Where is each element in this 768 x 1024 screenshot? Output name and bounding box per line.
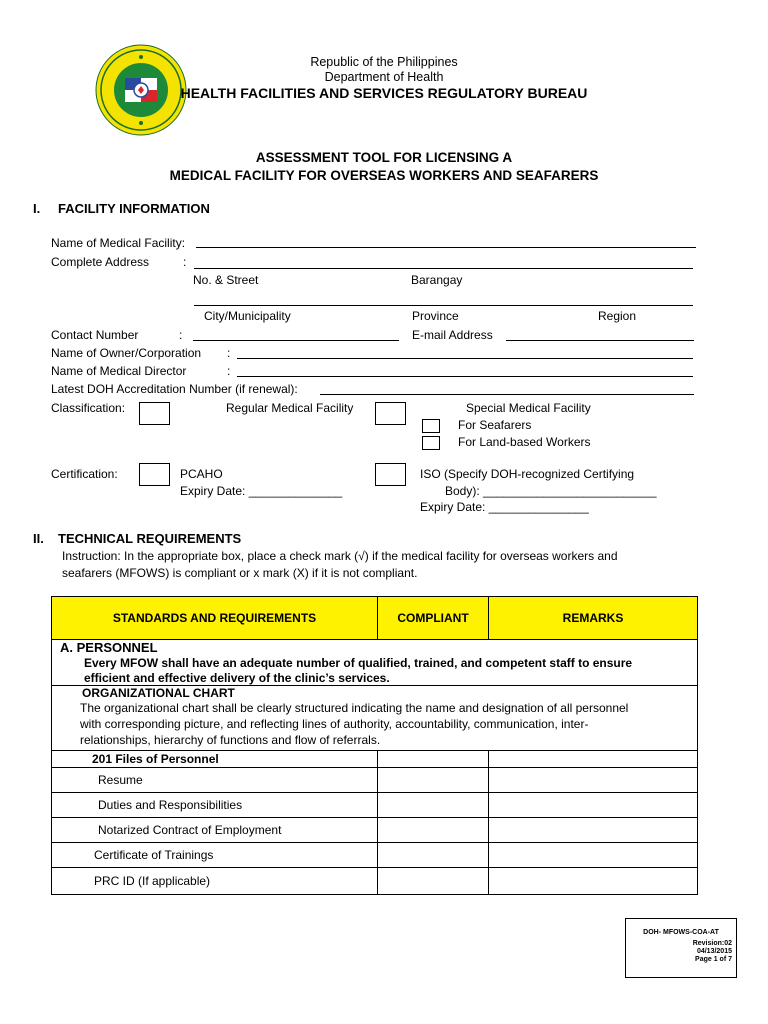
checkbox-regular[interactable] [139,402,170,425]
label-pcaho-expiry: Expiry Date: ______________ [180,484,343,498]
field-address-city[interactable] [194,305,693,306]
colon: : [227,346,231,360]
personnel-title: A. PERSONNEL [60,640,158,655]
remarks-cell[interactable] [489,751,698,768]
field-address-street[interactable] [194,268,693,269]
field-name-facility[interactable] [196,247,696,248]
label-iso-body: Body): __________________________ [445,484,657,498]
label-seafarers: For Seafarers [458,418,532,432]
document-code-box [625,918,737,978]
label-classification: Classification: [51,401,126,415]
doc-code: DOH- MFOWS-COA-AT [643,929,719,936]
label-street: No. & Street [193,273,259,287]
personnel-text1: Every MFOW shall have an adequate number of qualified, trained, and competent staff to ensure [84,656,633,670]
personnel-row [52,640,698,686]
org-chart-text1: The organizational chart shall be clearly structured indicating the name and designation of all personnel [80,701,629,715]
colon: : [183,255,187,269]
title-line2: MEDICAL FACILITY FOR OVERSEAS WORKERS AND SEAFARERS [169,168,599,183]
label-name-facility: Name of Medical Facility: [51,236,186,250]
col-header-compliant: COMPLIANT [378,597,489,640]
title-line1: ASSESSMENT TOOL FOR LICENSING A [255,150,513,165]
compliant-cell[interactable] [378,868,489,895]
item-contract: Notarized Contract of Employment [52,818,378,843]
instruction-line1: Instruction: In the appropriate box, place a check mark (√) if the medical facility for overseas workers and [62,549,618,563]
field-owner[interactable] [237,358,693,359]
item-prc-id: PRC ID (If applicable) [52,868,378,895]
doc-page: Page 1 of 7 [695,956,732,963]
col-header-standards: STANDARDS AND REQUIREMENTS [52,597,378,640]
item-resume: Resume [52,768,378,793]
label-regular: Regular Medical Facility [226,401,354,415]
field-email[interactable] [506,340,694,341]
label-special: Special Medical Facility [466,401,591,415]
label-email: E-mail Address [412,328,493,342]
label-complete-address: Complete Address [51,255,150,269]
org-chart-text3: relationships, hierarchy of functions and flow of referrals. [80,733,381,747]
field-contact[interactable] [193,340,399,341]
label-pcaho: PCAHO [180,467,223,481]
compliant-cell[interactable] [378,818,489,843]
label-iso-expiry: Expiry Date: _______________ [420,500,589,514]
label-director: Name of Medical Director [51,364,187,378]
remarks-cell[interactable] [489,868,698,895]
files-title: 201 Files of Personnel [52,751,378,768]
doc-date: 04/13/2015 [696,948,732,955]
colon: : [227,364,231,378]
org-chart-row [52,686,698,751]
label-iso: ISO (Specify DOH-recognized Certifying [420,467,635,481]
section1-heading: FACILITY INFORMATION [58,201,210,216]
checkbox-seafarers[interactable] [422,419,440,433]
label-province: Province [412,309,459,323]
field-director[interactable] [237,376,693,377]
remarks-cell[interactable] [489,843,698,868]
doc-revision: Revision:02 [692,940,732,947]
org-chart-text2: with corresponding picture, and reflecting lines of authority, accountability, communication, inter- [80,717,589,731]
label-landbased: For Land-based Workers [458,435,591,449]
label-region: Region [598,309,637,323]
label-barangay: Barangay [411,273,463,287]
requirements-table [51,596,698,895]
compliant-cell[interactable] [378,793,489,818]
section2-heading: TECHNICAL REQUIREMENTS [58,531,242,546]
header-line2: Department of Health [324,70,444,84]
remarks-cell[interactable] [489,768,698,793]
org-chart-title: ORGANIZATIONAL CHART [82,686,235,700]
section1-num: I. [33,201,41,216]
section2-num: II. [33,531,44,546]
header-line1: Republic of the Philippines [310,55,458,69]
compliant-cell[interactable] [378,843,489,868]
instruction-line2: seafarers (MFOWS) is compliant or x mark (X) if it is not compliant. [62,566,418,580]
label-accreditation: Latest DOH Accreditation Number (if renewal): [51,382,298,396]
remarks-cell[interactable] [489,793,698,818]
header-bureau: HEALTH FACILITIES AND SERVICES REGULATORY BUREAU [180,85,588,101]
label-owner: Name of Owner/Corporation [51,346,202,360]
label-contact: Contact Number [51,328,139,342]
checkbox-iso[interactable] [375,463,406,486]
col-header-remarks: REMARKS [489,597,698,640]
compliant-cell[interactable] [378,751,489,768]
checkbox-special[interactable] [375,402,406,425]
checkbox-pcaho[interactable] [139,463,170,486]
remarks-cell[interactable] [489,818,698,843]
checkbox-landbased[interactable] [422,436,440,450]
field-accreditation[interactable] [320,394,694,395]
label-certification: Certification: [51,467,118,481]
colon: : [179,328,183,342]
item-duties: Duties and Responsibilities [52,793,378,818]
personnel-text2: efficient and effective delivery of the clinic’s services. [84,671,390,685]
compliant-cell[interactable] [378,768,489,793]
label-city: City/Municipality [204,309,291,323]
item-trainings: Certificate of Trainings [52,843,378,868]
